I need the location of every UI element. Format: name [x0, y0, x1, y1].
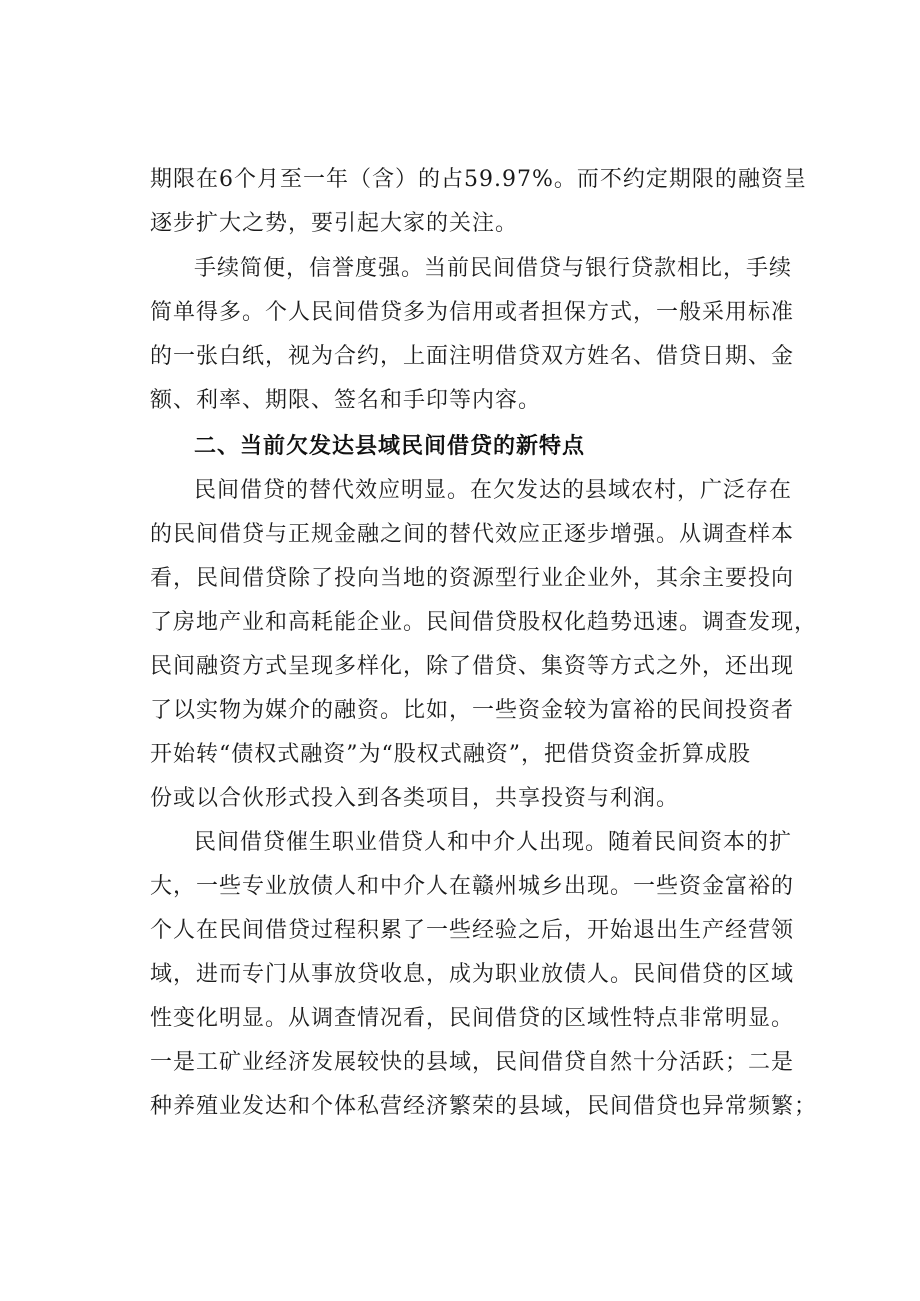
paragraph-line: 的民间借贷与正规金融之间的替代效应正逐步增强。从调查样本: [150, 522, 795, 547]
paragraph-line: 民间借贷的替代效应明显。在欠发达的县域农村，广泛存在: [194, 478, 793, 503]
paragraph-line: 一是工矿业经济发展较快的县域，民间借贷自然十分活跃；二是: [150, 1050, 795, 1075]
paragraph-line: 了房地产业和高耗能企业。民间借贷股权化趋势迅速。调查发现，: [150, 610, 818, 635]
paragraph-line: 民间融资方式呈现多样化，除了借贷、集资等方式之外，还出现: [150, 654, 795, 679]
paragraph-line: 开始转“债权式融资”为“股权式融资”，把借贷资金折算成股: [150, 742, 751, 767]
paragraph-line: 看，民间借贷除了投向当地的资源型行业企业外，其余主要投向: [150, 566, 795, 591]
paragraph-line: 个人在民间借贷过程积累了一些经验之后，开始退出生产经营领: [150, 918, 795, 943]
paragraph-line: 民间借贷催生职业借贷人和中介人出现。随着民间资本的扩: [194, 830, 793, 855]
paragraph-line: 额、利率、期限、签名和手印等内容。: [150, 388, 542, 413]
paragraph-line: 份或以合伙形式投入到各类项目，共享投资与利润。: [150, 786, 680, 811]
paragraph-line: 种养殖业发达和个体私营经济繁荣的县域，民间借贷也异常频繁；: [150, 1094, 818, 1119]
paragraph-line: 手续简便，信誉度强。当前民间借贷与银行贷款相比，手续: [194, 256, 793, 281]
document-body: [150, 0, 818, 1301]
paragraph-line: 逐步扩大之势，要引起大家的关注。: [150, 211, 519, 236]
paragraph-line: 性变化明显。从调查情况看，民间借贷的区域性特点非常明显。: [150, 1006, 795, 1031]
paragraph-line: 了以实物为媒介的融资。比如，一些资金较为富裕的民间投资者: [150, 698, 795, 723]
paragraph-line: 的一张白纸，视为合约，上面注明借贷双方姓名、借贷日期、金: [150, 344, 795, 369]
paragraph-line: 简单得多。个人民间借贷多为信用或者担保方式，一般采用标准: [150, 300, 795, 325]
section-heading: 二、当前欠发达县域民间借贷的新特点: [194, 434, 586, 459]
paragraph-line: 期限在6个月至一年（含）的占59.97%。而不约定期限的融资呈: [150, 167, 807, 192]
paragraph-line: 域，进而专门从事放贷收息，成为职业放债人。民间借贷的区域: [150, 962, 795, 987]
paragraph-line: 大，一些专业放债人和中介人在赣州城乡出现。一些资金富裕的: [150, 874, 795, 899]
